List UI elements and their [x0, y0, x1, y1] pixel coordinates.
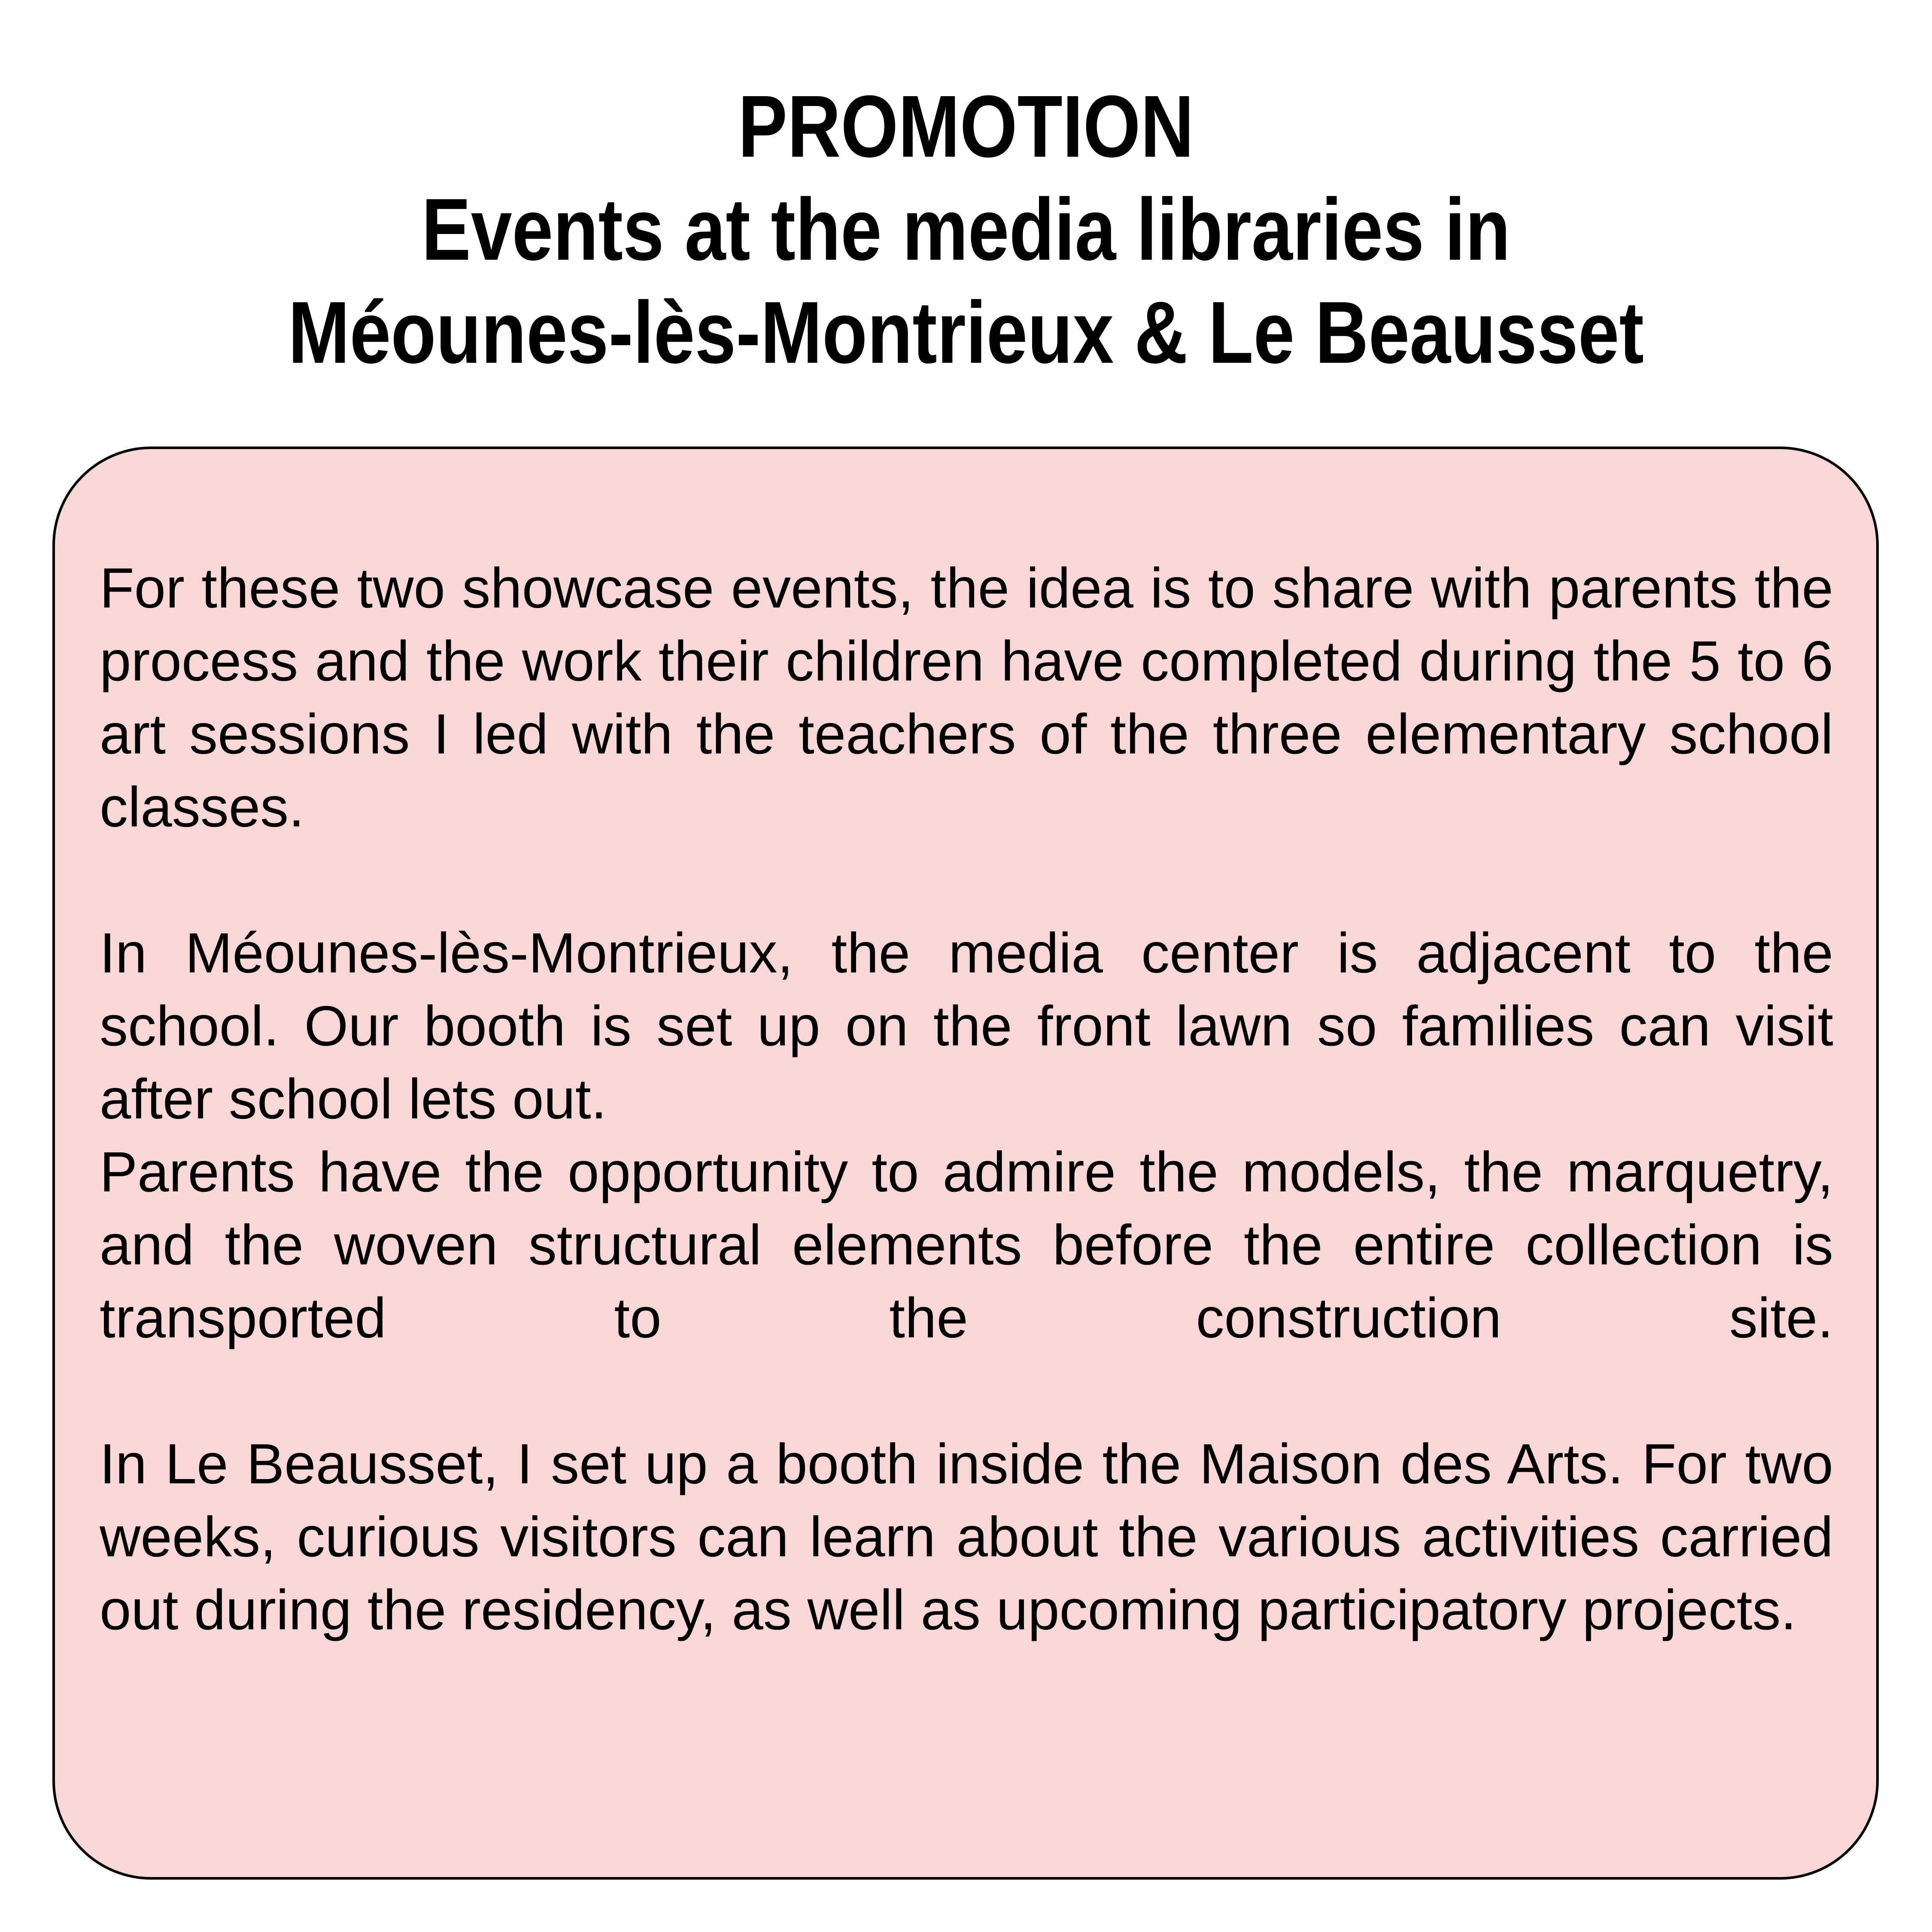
paragraph-spacer	[100, 844, 1833, 917]
page-header	[155, 75, 1777, 384]
section-label: PROMOTION	[738, 77, 1194, 176]
paragraph-meounes: In Méounes-lès-Montrieux, the media center is adjacent to the school. Our booth is set up on the front lawn so families can visit after school lets out.	[100, 921, 1833, 1130]
page-title-line-1: Events at the media libraries in	[421, 180, 1511, 279]
paragraph-parents: Parents have the opportunity to admire the models, the marquetry, and the woven structural elements before the entire collection is transported to the construction site.	[100, 1140, 1833, 1349]
card-body	[100, 552, 1833, 1646]
paragraph-spacer	[100, 1355, 1833, 1428]
page-title-line-2: Méounes-lès-Montrieux & Le Beausset	[288, 283, 1644, 382]
paragraph-beausset: In Le Beausset, I set up a booth inside the Maison des Arts. For two weeks, curious visitors can learn about the various activities carried out during the residency, as well as upcoming participatory projects.	[100, 1432, 1833, 1641]
paragraph-intro: For these two showcase events, the idea is to share with parents the process and the work their children have completed during the 5 to 6 art sessions I led with the teachers of the three elementary school classes.	[100, 556, 1833, 838]
